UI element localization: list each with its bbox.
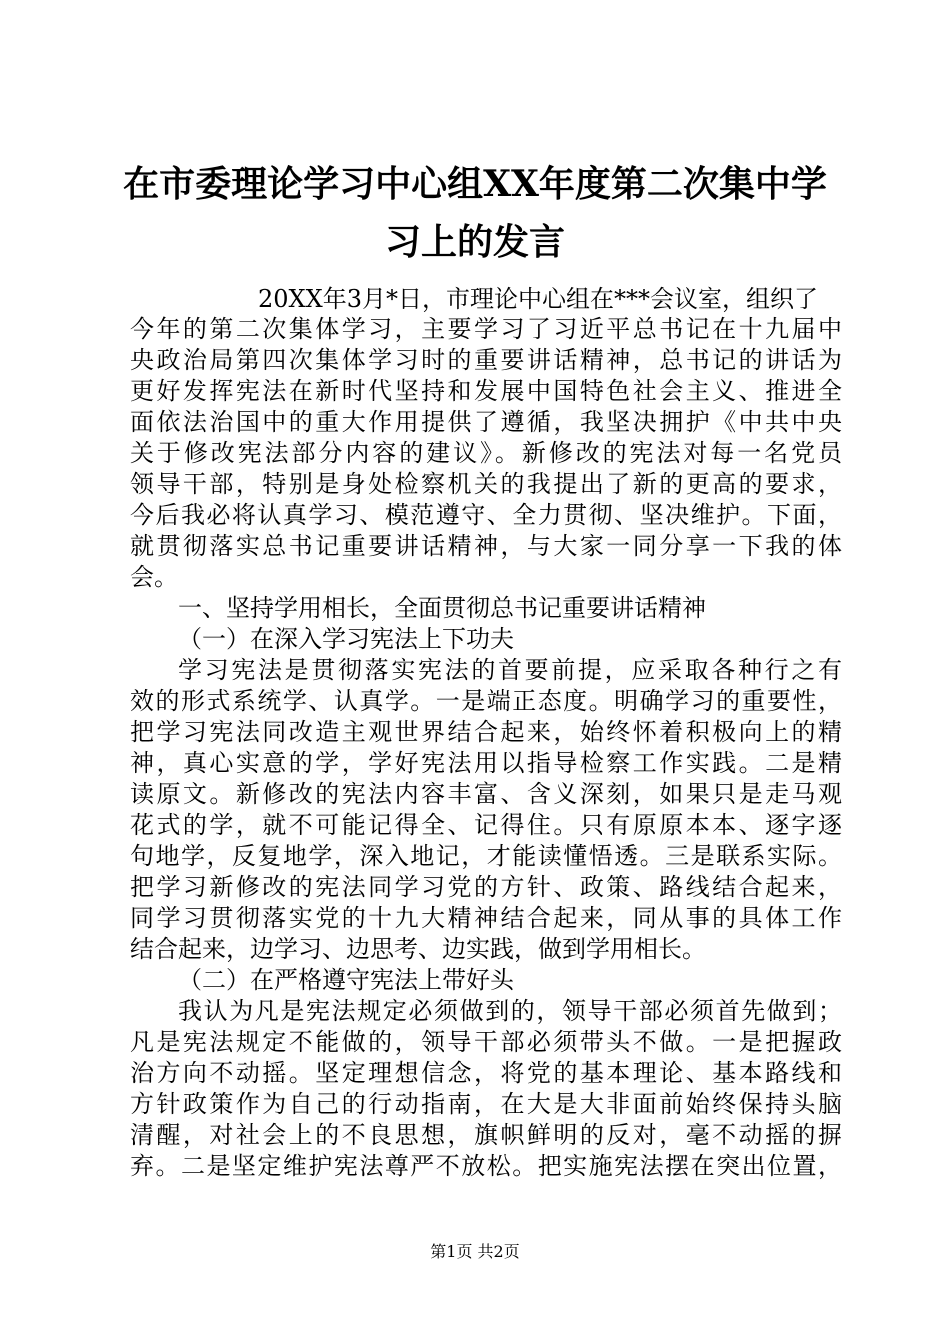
section-heading: 一、坚持学用相长，全面贯彻总书记重要讲话精神 (178, 594, 706, 622)
paragraph-line: 把学习宪法同改造主观世界结合起来，始终怀着积极向上的精 (130, 718, 842, 746)
paragraph-line: 我认为凡是宪法规定必须做到的，领导干部必须首先做到； (178, 997, 842, 1025)
paragraph-line: 花式的学，就不可能记得全、记得住。只有原原本本、逐字逐 (130, 811, 842, 839)
paragraph-line: 20XX年3月*日，市理论中心组在***会议室，组织了 (258, 285, 818, 313)
paragraph-line: 神，真心实意的学，学好宪法用以指导检察工作实践。二是精 (130, 749, 842, 777)
paragraph-line: 会。 (130, 563, 178, 591)
paragraph-line: 学习宪法是贯彻落实宪法的首要前提，应采取各种行之有 (178, 656, 842, 684)
paragraph-line: 清醒，对社会上的不良思想，旗帜鲜明的反对，毫不动摇的摒 (130, 1121, 842, 1149)
subsection-heading: （二）在严格遵守宪法上带好头 (178, 966, 514, 994)
paragraph-line: 凡是宪法规定不能做的，领导干部必须带头不做。一是把握政 (130, 1028, 842, 1056)
paragraph-line: 就贯彻落实总书记重要讲话精神，与大家一同分享一下我的体 (130, 532, 842, 560)
paragraph-line: 句地学，反复地学，深入地记，才能读懂悟透。三是联系实际。 (130, 842, 842, 870)
paragraph-line: 治方向不动摇。坚定理想信念，将党的基本理论、基本路线和 (130, 1059, 842, 1087)
paragraph-line: 更好发挥宪法在新时代坚持和发展中国特色社会主义、推进全 (130, 377, 842, 405)
paragraph-line: 弃。二是坚定维护宪法尊严不放松。把实施宪法摆在突出位置， (130, 1152, 842, 1180)
paragraph-line: 央政治局第四次集体学习时的重要讲话精神，总书记的讲话为 (130, 346, 842, 374)
paragraph-line: 同学习贯彻落实党的十九大精神结合起来，同从事的具体工作 (130, 904, 842, 932)
paragraph-line: 把学习新修改的宪法同学习党的方针、政策、路线结合起来， (130, 873, 842, 901)
subsection-heading: （一）在深入学习宪法上下功夫 (178, 625, 514, 653)
paragraph-line: 面依法治国中的重大作用提供了遵循，我坚决拥护《中共中央 (130, 408, 842, 436)
paragraph-line: 方针政策作为自己的行动指南，在大是大非面前始终保持头脑 (130, 1090, 842, 1118)
paragraph-line: 关于修改宪法部分内容的建议》。新修改的宪法对每一名党员 (130, 439, 842, 467)
document-title-line-1: 在市委理论学习中心组XX年度第二次集中学 (123, 163, 827, 205)
paragraph-line: 今后我必将认真学习、模范遵守、全力贯彻、坚决维护。下面， (130, 501, 842, 529)
document-title-line-2: 习上的发言 (384, 221, 565, 263)
paragraph-line: 领导干部，特别是身处检察机关的我提出了新的更高的要求， (130, 470, 842, 498)
paragraph-line: 结合起来，边学习、边思考、边实践，做到学用相长。 (130, 935, 706, 963)
paragraph-line: 读原文。新修改的宪法内容丰富、含义深刻，如果只是走马观 (130, 780, 842, 808)
paragraph-line: 效的形式系统学、认真学。一是端正态度。明确学习的重要性， (130, 687, 842, 715)
paragraph-line: 今年的第二次集体学习，主要学习了习近平总书记在十九届中 (130, 315, 842, 343)
page-footer: 第1页 共2页 (430, 1242, 520, 1261)
